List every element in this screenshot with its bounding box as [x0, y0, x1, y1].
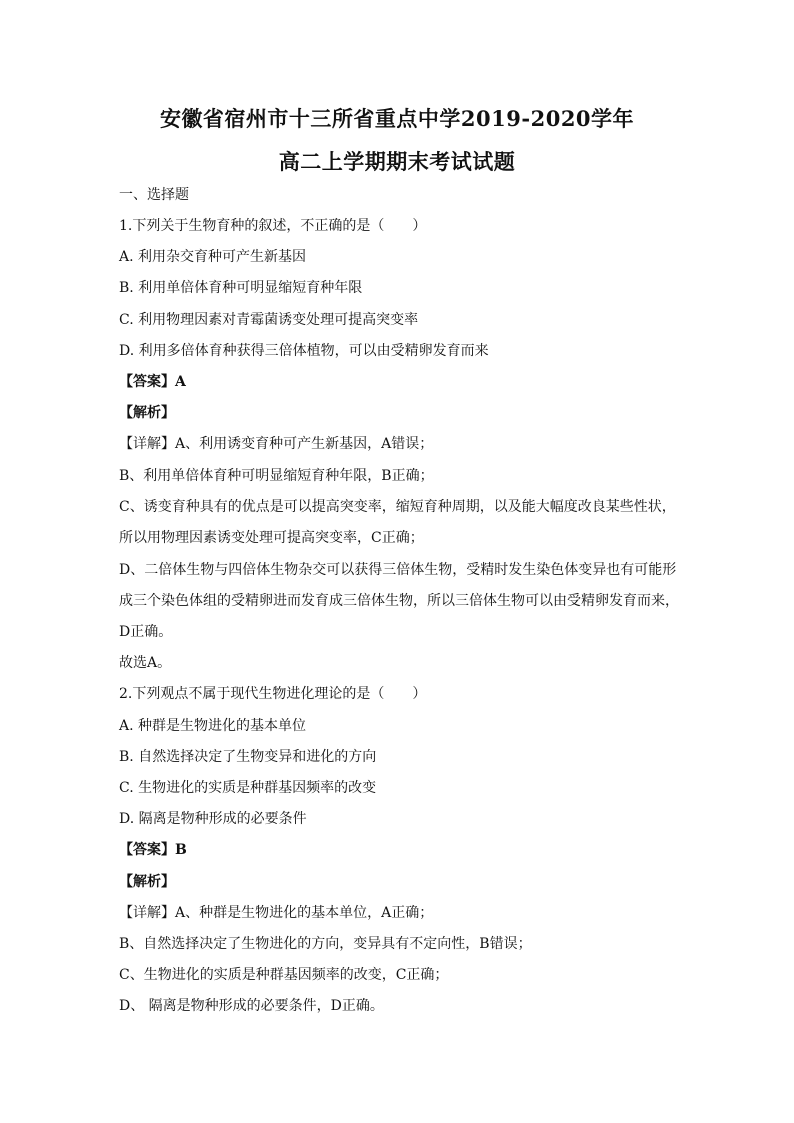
q1-detail-line: D正确。 — [119, 624, 173, 640]
q2-option-c: C. 生物进化的实质是种群基因频率的改变 — [119, 780, 377, 796]
section-heading: 一、选择题 — [119, 187, 189, 203]
q2-analysis-label: 【解析】 — [119, 874, 175, 890]
q1-option-a: A. 利用杂交育种可产生新基因 — [119, 249, 307, 265]
q1-detail-line: 【详解】A、利用诱变育种可产生新基因，A错误； — [119, 436, 434, 452]
q2-detail-line: 【详解】A、种群是生物进化的基本单位，A正确； — [119, 905, 434, 921]
q1-detail-line: 所以用物理因素诱变处理可提高突变率，C正确； — [119, 530, 424, 546]
q2-detail-line: C、生物进化的实质是种群基因频率的改变，C正确； — [119, 967, 449, 983]
q1-analysis-label: 【解析】 — [119, 405, 175, 421]
q2-option-a: A. 种群是生物进化的基本单位 — [119, 718, 307, 734]
q2-detail-line: D、 隔离是物种形成的必要条件，D正确。 — [119, 998, 384, 1014]
q2-detail-line: B、自然选择决定了生物进化的方向，变异具有不定向性，B错误； — [119, 936, 532, 952]
q1-stem: 1.下列关于生物育种的叙述，不正确的是（ ） — [119, 218, 427, 234]
q1-option-d: D. 利用多倍体育种获得三倍体植物，可以由受精卵发育而来 — [119, 343, 489, 359]
q2-answer: 【答案】B — [119, 842, 187, 858]
document-title-line1: 安徽省宿州市十三所省重点中学2019-2020学年 — [159, 106, 635, 131]
q2-stem: 2.下列观点不属于现代生物进化理论的是（ ） — [119, 686, 427, 702]
q1-conclusion: 故选A。 — [119, 655, 172, 671]
q1-answer: 【答案】A — [119, 374, 186, 390]
q1-detail-line: C、诱变育种具有的优点是可以提高突变率，缩短育种周期，以及能大幅度改良某些性状， — [119, 499, 676, 515]
q1-detail-line: B、利用单倍体育种可明显缩短育种年限，B正确； — [119, 468, 434, 484]
document-title-line2: 高二上学期期末考试试题 — [278, 149, 516, 174]
q1-detail-line: 成三个染色体组的受精卵进而发育成三倍体生物，所以三倍体生物可以由受精卵发育而来， — [119, 593, 679, 609]
q1-detail-line: D、二倍体生物与四倍体生物杂交可以获得三倍体生物，受精时发生染色体变异也有可能形 — [119, 562, 677, 578]
q2-option-d: D. 隔离是物种形成的必要条件 — [119, 811, 307, 827]
q1-option-c: C. 利用物理因素对青霉菌诱变处理可提高突变率 — [119, 312, 419, 328]
q1-option-b: B. 利用单倍体育种可明显缩短育种年限 — [119, 280, 363, 296]
q2-option-b: B. 自然选择决定了生物变异和进化的方向 — [119, 749, 377, 765]
